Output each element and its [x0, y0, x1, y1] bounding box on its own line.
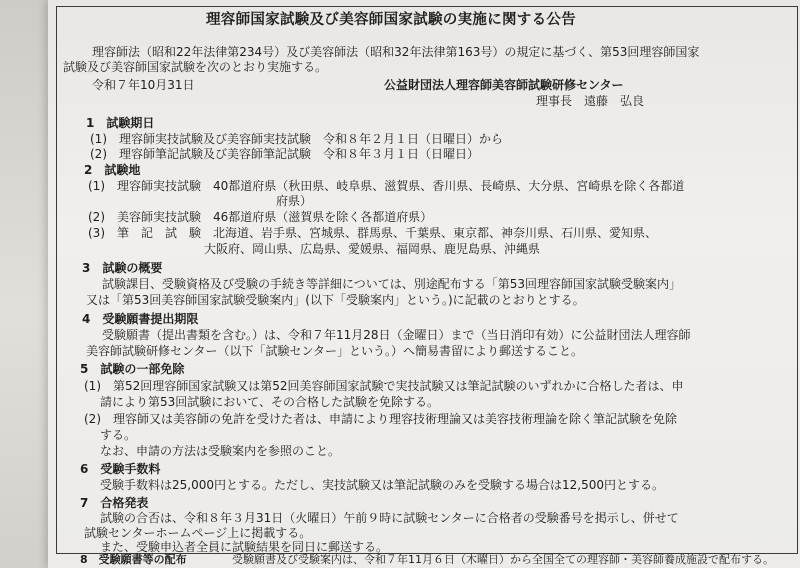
notice-title: 理容師国家試験及び美容師国家試験の実施に関する公告: [206, 12, 576, 28]
section-6-heading: 6 受験手数料: [80, 462, 161, 476]
intro-line-2: 試験及び美容師国家試験を次のとおり実施する。: [63, 60, 328, 74]
section-2-item-1-cont: 府県）: [276, 194, 313, 208]
section-1-item-1: (1) 理容師実技試験及び美容師実技試験 令和８年２月１日（日曜日）から: [90, 132, 504, 146]
section-4-text-2: 美容師試験研修センター（以下「試験センター」という。）へ簡易書留により郵送すること。: [86, 344, 584, 358]
section-8-text: 受験願書及び受験案内は、令和７年11月６日（木曜日）から全国全ての理容師・美容師養成施設で配布する。: [232, 553, 774, 566]
section-2-item-2: (2) 美容師実技試験 46都道府県（滋賀県を除く各都道府県）: [88, 210, 433, 224]
section-7-text-3: また、受験申込者全員に試験結果を同日に郵送する。: [100, 540, 389, 554]
section-5-item-1: (1) 第52回理容師国家試験又は第52回美容師国家試験で実技試験又は筆記試験のいずれかに合格した者は、申: [84, 379, 684, 393]
section-2-item-1: (1) 理容師実技試験 40都道府県（秋田県、岐阜県、滋賀県、香川県、長崎県、大分県、宮崎県を除く各都道: [88, 179, 685, 193]
intro-line-1: 理容師法（昭和22年法律第234号）及び美容師法（昭和32年法律第163号）の規定に基づく、第53回理容師国家: [92, 45, 700, 59]
section-4-heading: 4 受験願書提出期限: [82, 312, 199, 326]
section-7-text-1: 試験の合否は、令和８年３月31日（火曜日）午前９時に試験センターに合格者の受験番号を掲示し、併せて: [100, 511, 679, 525]
section-5-item-1-cont: 請により第53回試験において、その合格した試験を免除する。: [100, 395, 440, 409]
issuing-organization: 公益財団法人理容師美容師試験研修センター: [384, 78, 624, 92]
section-5-item-2: (2) 理容師又は美容師の免許を受けた者は、申請により理容技術理論又は美容技術理論を除く筆記試験を免除: [84, 412, 678, 426]
section-1-heading: 1 試験期日: [86, 116, 155, 130]
section-1-item-2: (2) 理容師筆記試験及び美容師筆記試験 令和８年３月１日（日曜日）: [90, 147, 480, 161]
section-3-text-2: 又は「第53回美容師国家試験受験案内」(以下「受験案内」という。)に記載のとおりとする。: [86, 293, 585, 307]
section-2-item-3-cont: 大阪府、岡山県、広島県、愛媛県、福岡県、鹿児島県、沖縄県: [204, 242, 541, 256]
section-3-heading: 3 試験の概要: [82, 261, 163, 275]
section-2-heading: 2 試験地: [84, 163, 141, 177]
section-6-text: 受験手数料は25,000円とする。ただし、実技試験又は筆記試験のみを受験する場合は12,500円とする。: [100, 478, 664, 492]
section-5-note: なお、申請の方法は受験案内を参照のこと。: [100, 444, 341, 458]
section-2-item-3: (3) 筆 記 試 験 北海道、岩手県、宮城県、群馬県、千葉県、東京都、神奈川県、石川県、愛知県、: [88, 226, 658, 240]
section-7-heading: 7 合格発表: [80, 496, 149, 510]
section-7-text-2: 試験センターホームページ上に掲載する。: [84, 526, 312, 540]
section-4-text-1: 受験願書（提出書類を含む。）は、令和７年11月28日（金曜日）まで（当日消印有効）に公益財団法人理容師: [102, 328, 691, 342]
section-5-heading: 5 試験の一部免除: [80, 362, 185, 376]
chairperson-name: 理事長 遠藤 弘良: [536, 94, 645, 108]
section-5-item-2-cont: する。: [100, 428, 137, 442]
notice-date: 令和７年10月31日: [92, 78, 195, 92]
section-3-text-1: 試験課目、受験資格及び受験の手続き等詳細については、別途配布する「第53回理容師国家試験受験案内」: [102, 277, 682, 291]
section-8-heading: 8 受験願書等の配布: [80, 553, 187, 566]
